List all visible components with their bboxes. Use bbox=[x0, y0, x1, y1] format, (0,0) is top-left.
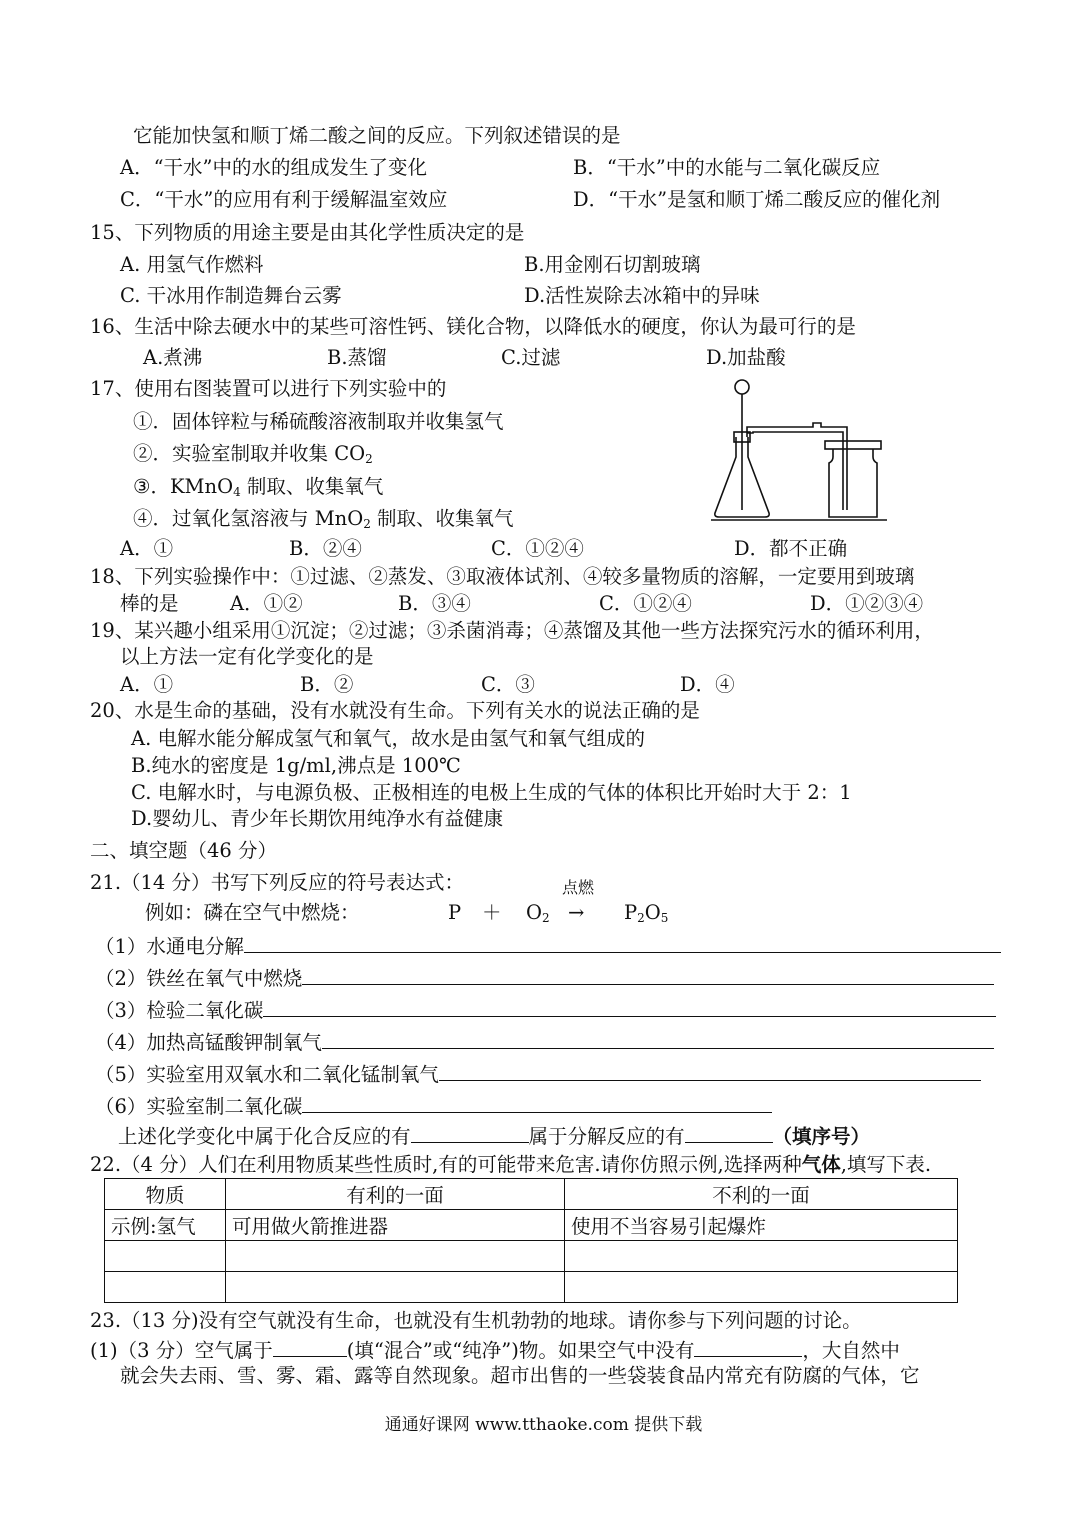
table-row bbox=[105, 1272, 958, 1303]
q18-option-a: A．①② bbox=[230, 592, 303, 615]
table-row bbox=[105, 1241, 958, 1272]
header-benefit: 有利的一面 bbox=[226, 1179, 565, 1210]
q15-option-b: B.用金刚石切割玻璃 bbox=[524, 253, 701, 276]
example-benefit: 可用做火箭推进器 bbox=[226, 1210, 565, 1241]
combination-reaction-blank[interactable] bbox=[411, 1122, 529, 1143]
q17-option-c: C．①②④ bbox=[491, 537, 584, 560]
q18-option-c: C．①②④ bbox=[599, 592, 692, 615]
q21-example-reactant-p: P bbox=[448, 901, 462, 924]
page-footer: 通通好课网 www.tthaoke.com 提供下载 bbox=[384, 1415, 703, 1435]
q17-item-3: ③．KMnO$_4$ 制取、收集氧气 bbox=[133, 475, 384, 499]
q21-example-product: $P_2O_5$ bbox=[624, 901, 669, 925]
q21-summary: 上述化学变化中属于化合反应的有 属于分解反应的有 （填序号） bbox=[118, 1122, 870, 1150]
q21-example-reactant-o2: $O_2$ bbox=[526, 901, 550, 925]
q14-stem: 它能加快氢和顺丁烯二酸之间的反应。下列叙述错误的是 bbox=[133, 124, 621, 147]
q21-item-6: （6）实验室制二氧化碳 bbox=[95, 1092, 772, 1120]
answer-blank[interactable] bbox=[302, 964, 994, 985]
q19-option-d: D．④ bbox=[680, 673, 735, 696]
q19-option-a: A．① bbox=[120, 673, 174, 696]
q19-line-1: 19、某兴趣小组采用①沉淀；②过滤；③杀菌消毒；④蒸馏及其他一些方法探究污水的循环利用， bbox=[90, 619, 934, 642]
q16-option-b: B.蒸馏 bbox=[327, 346, 387, 369]
q20-option-b: B.纯水的密度是 1g/ml,沸点是 100℃ bbox=[131, 754, 461, 777]
q21-stem: 21.（14 分）书写下列反应的符号表达式： bbox=[90, 871, 465, 894]
q21-example-arrow: → bbox=[568, 901, 585, 924]
q18-option-b: B．③④ bbox=[398, 592, 471, 615]
q21-example-plus: ＋ bbox=[482, 901, 502, 924]
q16-option-c: C.过滤 bbox=[501, 346, 561, 369]
answer-cell[interactable] bbox=[226, 1272, 565, 1303]
answer-blank[interactable] bbox=[322, 1028, 994, 1049]
q17-option-a: A．① bbox=[120, 537, 174, 560]
q22-stem: 22.（4 分）人们在利用物质某些性质时,有的可能带来危害.请你仿照示例,选择两种气体,填写下表. bbox=[90, 1153, 932, 1176]
q16-option-d: D.加盐酸 bbox=[706, 346, 786, 369]
q17-item-2: ②．实验室制取并收集 $CO_2$ bbox=[133, 442, 373, 466]
q19-line-2: 以上方法一定有化学变化的是 bbox=[120, 645, 374, 668]
q19-option-b: B．② bbox=[300, 673, 354, 696]
q16-stem: 16、生活中除去硬水中的某些可溶性钙、镁化合物，以降低水的硬度，你认为最可行的是 bbox=[90, 315, 856, 338]
q23-part-1-line-2: 就会失去雨、雪、雾、霜、露等自然现象。超市出售的一些袋装食品内常充有防腐的气体，它 bbox=[120, 1364, 920, 1387]
q20-option-a: A. 电解水能分解成氢气和氧气，故水是由氢气和氧气组成的 bbox=[131, 727, 645, 750]
example-substance: 示例:氢气 bbox=[105, 1210, 226, 1241]
q20-stem: 20、水是生命的基础，没有水就没有生命。下列有关水的说法正确的是 bbox=[90, 699, 700, 722]
q14-option-d: D．“干水”是氢和顺丁烯二酸反应的催化剂 bbox=[573, 188, 941, 211]
header-substance: 物质 bbox=[105, 1179, 226, 1210]
example-harm: 使用不当容易引起爆炸 bbox=[565, 1210, 958, 1241]
answer-blank[interactable] bbox=[263, 996, 996, 1017]
q21-item-2: （2）铁丝在氧气中燃烧 bbox=[95, 964, 994, 992]
q21-item-1: （1）水通电分解 bbox=[95, 932, 1001, 960]
q22-table bbox=[104, 1178, 958, 1303]
q21-example-label: 例如：磷在空气中燃烧： bbox=[145, 901, 360, 924]
q14-option-a: A．“干水”中的水的组成发生了变化 bbox=[120, 156, 428, 179]
answer-blank[interactable] bbox=[439, 1060, 981, 1081]
q18-line-1: 18、下列实验操作中：①过滤、②蒸发、③取液体试剂、④较多量物质的溶解，一定要用到玻璃 bbox=[90, 565, 915, 588]
q14-option-c: C．“干水”的应用有利于缓解温室效应 bbox=[120, 188, 448, 211]
q14-option-b: B．“干水”中的水能与二氧化碳反应 bbox=[573, 156, 881, 179]
missing-component-blank[interactable] bbox=[694, 1336, 802, 1357]
decomposition-reaction-blank[interactable] bbox=[685, 1122, 773, 1143]
q18-option-d: D．①②③④ bbox=[810, 592, 924, 615]
q15-option-c: C. 干冰用作制造舞台云雾 bbox=[120, 284, 342, 307]
q17-option-b: B．②④ bbox=[289, 537, 362, 560]
answer-cell[interactable] bbox=[226, 1241, 565, 1272]
q17-option-d: D．都不正确 bbox=[734, 537, 848, 560]
answer-blank[interactable] bbox=[302, 1092, 772, 1113]
q19-option-c: C．③ bbox=[481, 673, 535, 696]
q21-item-3: （3）检验二氧化碳 bbox=[95, 996, 996, 1024]
q15-option-d: D.活性炭除去冰箱中的异味 bbox=[524, 284, 760, 307]
table-row bbox=[105, 1210, 958, 1241]
q23-part-1: (1)（3 分）空气属于 (填“混合”或“纯净”)物。如果空气中没有 ，大自然中 bbox=[90, 1336, 900, 1364]
table-header-row bbox=[105, 1179, 958, 1210]
q20-option-d: D.婴幼儿、青少年长期饮用纯净水有益健康 bbox=[131, 807, 504, 830]
answer-cell[interactable] bbox=[105, 1272, 226, 1303]
q17-stem: 17、使用右图装置可以进行下列实验中的 bbox=[90, 377, 447, 400]
gas-generation-apparatus-figure bbox=[705, 375, 895, 525]
answer-cell[interactable] bbox=[105, 1241, 226, 1272]
q15-stem: 15、下列物质的用途主要是由其化学性质决定的是 bbox=[90, 221, 525, 244]
q21-item-4: （4）加热高锰酸钾制氧气 bbox=[95, 1028, 994, 1056]
q15-option-a: A. 用氢气作燃料 bbox=[120, 253, 264, 276]
q21-item-5: （5）实验室用双氧水和二氧化锰制氧气 bbox=[95, 1060, 981, 1088]
section-heading-fill-in: 二、填空题（46 分） bbox=[90, 839, 278, 862]
q17-item-4: ④．过氧化氢溶液与 MnO$_2$ 制取、收集氧气 bbox=[133, 507, 514, 531]
answer-cell[interactable] bbox=[565, 1272, 958, 1303]
q21-example-condition: 点燃 bbox=[562, 878, 595, 897]
q18-line-2: 棒的是 bbox=[120, 592, 179, 615]
mixture-blank[interactable] bbox=[273, 1336, 347, 1357]
q20-option-c: C. 电解水时，与电源负极、正极相连的电极上生成的气体的体积比开始时大于 2：1 bbox=[131, 781, 852, 804]
q16-option-a: A.煮沸 bbox=[143, 346, 203, 369]
header-harm: 不利的一面 bbox=[565, 1179, 958, 1210]
q17-item-1: ①．固体锌粒与稀硫酸溶液制取并收集氢气 bbox=[133, 410, 504, 433]
answer-cell[interactable] bbox=[565, 1241, 958, 1272]
answer-blank[interactable] bbox=[244, 932, 1001, 953]
q23-stem: 23.（13 分)没有空气就没有生命，也就没有生机勃勃的地球。请你参与下列问题的讨论。 bbox=[90, 1309, 862, 1332]
